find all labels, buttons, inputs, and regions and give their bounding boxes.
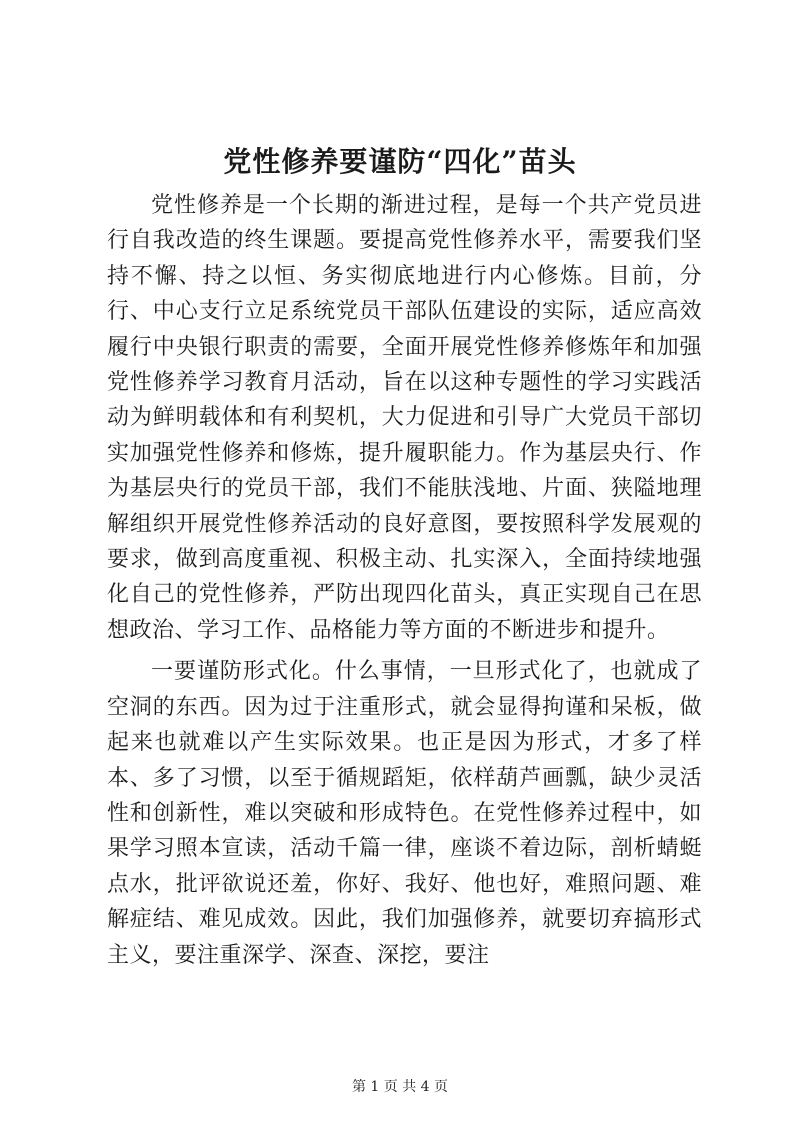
document-title: 党性修养要谨防“四化”苗头 bbox=[223, 145, 577, 178]
document-body bbox=[107, 188, 702, 979]
page-footer: 第 1 页 共 4 页 bbox=[351, 1079, 449, 1095]
paragraph-formalism: 一要谨防形式化。什么事情，一旦形式化了，也就成了空洞的东西。因为过于注重形式，就会显得拘谨和呆板，做起来也就难以产生实际效果。也正是因为形式，才多了样本、多了习惯，以至于循规蹈矩，依样葫芦画瓢，缺少灵活性和创新性，难以突破和形成特色。在党性修养过程中，如果学习照本宣读，活动千篇一律，座谈不着边际，剖析蜻蜓点水，批评欲说还羞，你好、我好、他也好，难照问题、难解症结、难见成效。因此，我们加强修养，就要切弃搞形式主义，要注重深学、深查、深挖，要注 bbox=[107, 659, 702, 968]
paragraph-intro: 党性修养是一个长期的渐进过程，是每一个共产党员进行自我改造的终生课题。要提高党性修养水平，需要我们坚持不懈、持之以恒、务实彻底地进行内心修炼。目前，分行、中心支行立足系统党员干部队伍建设的实际，适应高效履行中央银行职责的需要，全面开展党性修养修炼年和加强党性修养学习教育月活动，旨在以这种专题性的学习实践活动为鲜明载体和有利契机，大力促进和引导广大党员干部切实加强党性修养和修炼，提升履职能力。作为基层央行、作为基层央行的党员干部，我们不能肤浅地、片面、狭隘地理解组织开展党性修养活动的良好意图，要按照科学发展观的要求，做到高度重视、积极主动、扎实深入，全面持续地强化自己的党性修养，严防出现四化苗头，真正实现自己在思想政治、学习工作、品格能力等方面的不断进步和提升。 bbox=[107, 193, 702, 643]
